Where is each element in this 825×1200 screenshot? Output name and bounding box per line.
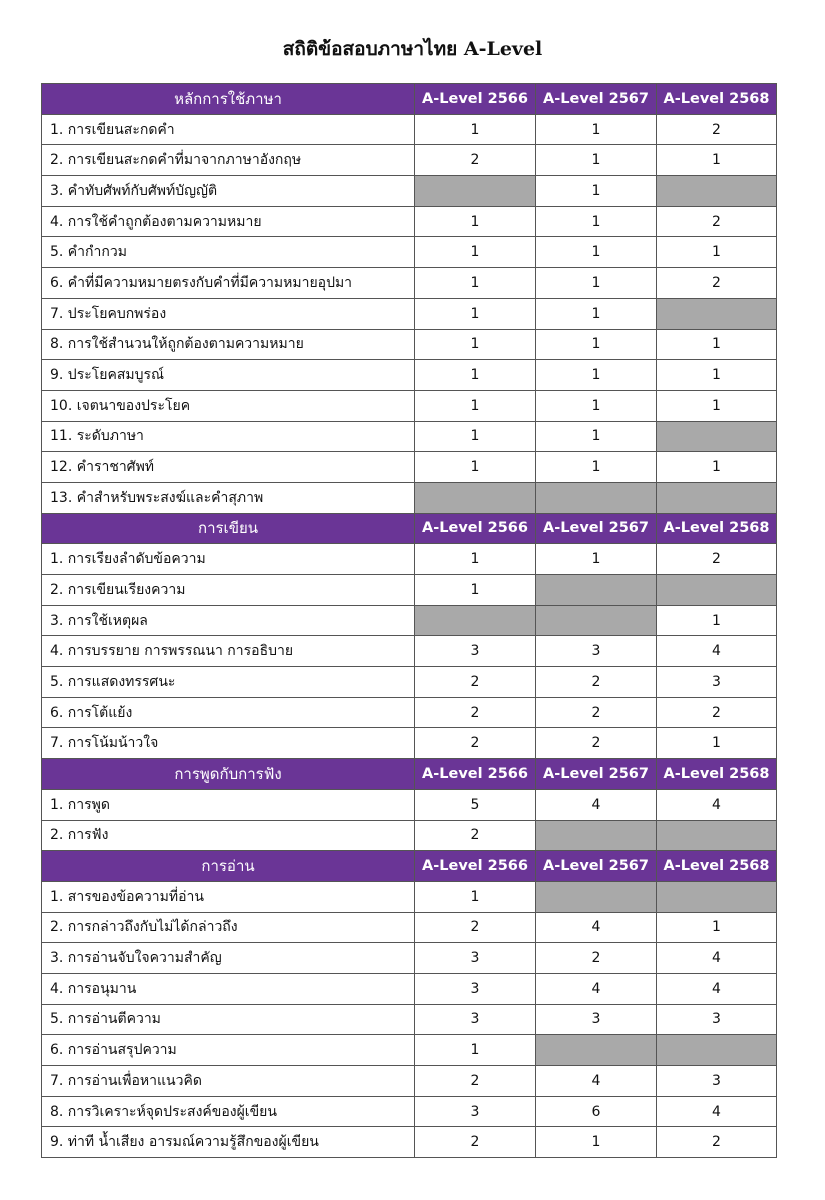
count-cell: 1 bbox=[536, 329, 657, 360]
topic-label: 7. ประโยคบกพร่อง bbox=[42, 298, 415, 329]
count-cell: 2 bbox=[536, 697, 657, 728]
table-row bbox=[42, 789, 777, 820]
topic-label: 1. การเรียงลำดับข้อความ bbox=[42, 544, 415, 575]
count-cell: 1 bbox=[415, 881, 536, 912]
count-cell: 1 bbox=[657, 605, 777, 636]
count-cell: 1 bbox=[536, 176, 657, 207]
topic-label: 3. การใช้เหตุผล bbox=[42, 605, 415, 636]
count-cell: 1 bbox=[536, 421, 657, 452]
count-cell: 1 bbox=[657, 912, 777, 943]
count-cell: 3 bbox=[415, 943, 536, 974]
empty-cell bbox=[657, 820, 777, 851]
column-header: A-Level 2568 bbox=[657, 513, 777, 544]
section-header bbox=[42, 513, 777, 544]
topic-label: 2. การกล่าวถึงกับไม่ได้กล่าวถึง bbox=[42, 912, 415, 943]
count-cell: 1 bbox=[657, 390, 777, 421]
count-cell: 1 bbox=[657, 237, 777, 268]
count-cell: 4 bbox=[536, 1066, 657, 1097]
page-title: สถิติข้อสอบภาษาไทย A-Level bbox=[282, 38, 543, 60]
table-row bbox=[42, 1035, 777, 1066]
table-row bbox=[42, 667, 777, 698]
topic-label: 1. การเขียนสะกดคำ bbox=[42, 114, 415, 145]
count-cell: 4 bbox=[536, 789, 657, 820]
count-cell: 1 bbox=[657, 145, 777, 176]
empty-cell bbox=[657, 421, 777, 452]
column-header: A-Level 2566 bbox=[415, 851, 536, 882]
count-cell: 1 bbox=[415, 329, 536, 360]
count-cell: 1 bbox=[536, 114, 657, 145]
empty-cell bbox=[657, 482, 777, 513]
count-cell: 1 bbox=[415, 298, 536, 329]
topic-label: 9. ประโยคสมบูรณ์ bbox=[42, 360, 415, 391]
count-cell: 1 bbox=[657, 360, 777, 391]
table-row bbox=[42, 482, 777, 513]
topic-label: 6. การโต้แย้ง bbox=[42, 697, 415, 728]
count-cell: 4 bbox=[657, 943, 777, 974]
count-cell: 2 bbox=[657, 206, 777, 237]
count-cell: 3 bbox=[657, 667, 777, 698]
table-row bbox=[42, 1004, 777, 1035]
topic-label: 7. การโน้มน้าวใจ bbox=[42, 728, 415, 759]
topic-label: 6. การอ่านสรุปความ bbox=[42, 1035, 415, 1066]
table-row bbox=[42, 206, 777, 237]
topic-label: 4. การอนุมาน bbox=[42, 973, 415, 1004]
topic-label: 3. คำทับศัพท์กับศัพท์บัญญัติ bbox=[42, 176, 415, 207]
count-cell: 1 bbox=[415, 360, 536, 391]
count-cell: 4 bbox=[657, 636, 777, 667]
section-title: การอ่าน bbox=[42, 851, 415, 882]
count-cell: 2 bbox=[415, 667, 536, 698]
count-cell: 2 bbox=[415, 697, 536, 728]
section-title: การพูดกับการฟัง bbox=[42, 759, 415, 790]
column-header: A-Level 2568 bbox=[657, 84, 777, 115]
topic-label: 3. การอ่านจับใจความสำคัญ bbox=[42, 943, 415, 974]
table-row bbox=[42, 1096, 777, 1127]
column-header: A-Level 2567 bbox=[536, 513, 657, 544]
column-header: A-Level 2566 bbox=[415, 759, 536, 790]
count-cell: 2 bbox=[536, 667, 657, 698]
count-cell: 3 bbox=[415, 636, 536, 667]
topic-label: 4. การใช้คำถูกต้องตามความหมาย bbox=[42, 206, 415, 237]
table-row bbox=[42, 943, 777, 974]
count-cell: 1 bbox=[536, 390, 657, 421]
table-row bbox=[42, 1127, 777, 1158]
count-cell: 1 bbox=[536, 268, 657, 299]
count-cell: 2 bbox=[415, 912, 536, 943]
empty-cell bbox=[657, 176, 777, 207]
count-cell: 1 bbox=[415, 114, 536, 145]
count-cell: 4 bbox=[536, 973, 657, 1004]
count-cell: 1 bbox=[415, 237, 536, 268]
topic-label: 6. คำที่มีความหมายตรงกับคำที่มีความหมายอุปมา bbox=[42, 268, 415, 299]
count-cell: 1 bbox=[536, 206, 657, 237]
stats-table bbox=[41, 83, 777, 1158]
column-header: A-Level 2567 bbox=[536, 851, 657, 882]
count-cell: 1 bbox=[415, 544, 536, 575]
table-row bbox=[42, 544, 777, 575]
stats-table-body bbox=[42, 84, 777, 1158]
column-header: A-Level 2567 bbox=[536, 759, 657, 790]
topic-label: 8. การวิเคราะห์จุดประสงค์ของผู้เขียน bbox=[42, 1096, 415, 1127]
section-title: การเขียน bbox=[42, 513, 415, 544]
count-cell: 2 bbox=[536, 728, 657, 759]
count-cell: 2 bbox=[415, 1066, 536, 1097]
table-row bbox=[42, 176, 777, 207]
topic-label: 9. ท่าที น้ำเสียง อารมณ์ความรู้สึกของผู้เขียน bbox=[42, 1127, 415, 1158]
section-header bbox=[42, 84, 777, 115]
count-cell: 1 bbox=[536, 145, 657, 176]
table-row bbox=[42, 421, 777, 452]
table-row bbox=[42, 145, 777, 176]
count-cell: 1 bbox=[657, 452, 777, 483]
empty-cell bbox=[657, 881, 777, 912]
topic-label: 10. เจตนาของประโยค bbox=[42, 390, 415, 421]
count-cell: 1 bbox=[415, 268, 536, 299]
table-row bbox=[42, 973, 777, 1004]
count-cell: 1 bbox=[536, 237, 657, 268]
section-header bbox=[42, 759, 777, 790]
count-cell: 1 bbox=[536, 544, 657, 575]
count-cell: 6 bbox=[536, 1096, 657, 1127]
count-cell: 5 bbox=[415, 789, 536, 820]
count-cell: 2 bbox=[657, 697, 777, 728]
table-row bbox=[42, 912, 777, 943]
count-cell: 3 bbox=[415, 973, 536, 1004]
count-cell: 3 bbox=[657, 1066, 777, 1097]
topic-label: 2. การเขียนเรียงความ bbox=[42, 575, 415, 606]
count-cell: 4 bbox=[657, 789, 777, 820]
column-header: A-Level 2566 bbox=[415, 84, 536, 115]
topic-label: 1. สารของข้อความที่อ่าน bbox=[42, 881, 415, 912]
topic-label: 5. การอ่านตีความ bbox=[42, 1004, 415, 1035]
table-row bbox=[42, 329, 777, 360]
table-row bbox=[42, 268, 777, 299]
count-cell: 3 bbox=[415, 1096, 536, 1127]
table-row bbox=[42, 114, 777, 145]
count-cell: 3 bbox=[415, 1004, 536, 1035]
column-header: A-Level 2566 bbox=[415, 513, 536, 544]
empty-cell bbox=[415, 176, 536, 207]
empty-cell bbox=[536, 881, 657, 912]
table-row bbox=[42, 575, 777, 606]
count-cell: 4 bbox=[536, 912, 657, 943]
empty-cell bbox=[415, 482, 536, 513]
table-row bbox=[42, 452, 777, 483]
count-cell: 2 bbox=[415, 145, 536, 176]
count-cell: 1 bbox=[536, 1127, 657, 1158]
count-cell: 1 bbox=[415, 575, 536, 606]
count-cell: 4 bbox=[657, 1096, 777, 1127]
empty-cell bbox=[536, 482, 657, 513]
table-row bbox=[42, 728, 777, 759]
empty-cell bbox=[657, 575, 777, 606]
topic-label: 11. ระดับภาษา bbox=[42, 421, 415, 452]
topic-label: 2. การฟัง bbox=[42, 820, 415, 851]
count-cell: 1 bbox=[657, 329, 777, 360]
count-cell: 2 bbox=[657, 268, 777, 299]
topic-label: 13. คำสำหรับพระสงฆ์และคำสุภาพ bbox=[42, 482, 415, 513]
column-header: A-Level 2567 bbox=[536, 84, 657, 115]
table-row bbox=[42, 1066, 777, 1097]
empty-cell bbox=[536, 820, 657, 851]
count-cell: 2 bbox=[415, 820, 536, 851]
count-cell: 3 bbox=[657, 1004, 777, 1035]
table-row bbox=[42, 390, 777, 421]
topic-label: 2. การเขียนสะกดคำที่มาจากภาษาอังกฤษ bbox=[42, 145, 415, 176]
count-cell: 1 bbox=[657, 728, 777, 759]
table-row bbox=[42, 237, 777, 268]
table-row bbox=[42, 298, 777, 329]
table-row bbox=[42, 697, 777, 728]
table-row bbox=[42, 605, 777, 636]
count-cell: 3 bbox=[536, 1004, 657, 1035]
empty-cell bbox=[657, 298, 777, 329]
count-cell: 1 bbox=[415, 452, 536, 483]
count-cell: 4 bbox=[657, 973, 777, 1004]
count-cell: 1 bbox=[415, 206, 536, 237]
count-cell: 2 bbox=[657, 1127, 777, 1158]
table-row bbox=[42, 636, 777, 667]
table-row bbox=[42, 360, 777, 391]
table-row bbox=[42, 820, 777, 851]
count-cell: 2 bbox=[415, 1127, 536, 1158]
count-cell: 2 bbox=[536, 943, 657, 974]
count-cell: 1 bbox=[536, 452, 657, 483]
section-title: หลักการใช้ภาษา bbox=[42, 84, 415, 115]
section-header bbox=[42, 851, 777, 882]
count-cell: 2 bbox=[415, 728, 536, 759]
empty-cell bbox=[536, 575, 657, 606]
topic-label: 4. การบรรยาย การพรรณนา การอธิบาย bbox=[42, 636, 415, 667]
topic-label: 5. คำกำกวม bbox=[42, 237, 415, 268]
topic-label: 5. การแสดงทรรศนะ bbox=[42, 667, 415, 698]
topic-label: 1. การพูด bbox=[42, 789, 415, 820]
count-cell: 1 bbox=[536, 360, 657, 391]
count-cell: 3 bbox=[536, 636, 657, 667]
empty-cell bbox=[536, 605, 657, 636]
count-cell: 1 bbox=[536, 298, 657, 329]
column-header: A-Level 2568 bbox=[657, 759, 777, 790]
empty-cell bbox=[657, 1035, 777, 1066]
topic-label: 7. การอ่านเพื่อหาแนวคิด bbox=[42, 1066, 415, 1097]
count-cell: 2 bbox=[657, 544, 777, 575]
count-cell: 1 bbox=[415, 390, 536, 421]
empty-cell bbox=[415, 605, 536, 636]
count-cell: 2 bbox=[657, 114, 777, 145]
column-header: A-Level 2568 bbox=[657, 851, 777, 882]
count-cell: 1 bbox=[415, 1035, 536, 1066]
empty-cell bbox=[536, 1035, 657, 1066]
topic-label: 8. การใช้สำนวนให้ถูกต้องตามความหมาย bbox=[42, 329, 415, 360]
count-cell: 1 bbox=[415, 421, 536, 452]
topic-label: 12. คำราชาศัพท์ bbox=[42, 452, 415, 483]
table-row bbox=[42, 881, 777, 912]
